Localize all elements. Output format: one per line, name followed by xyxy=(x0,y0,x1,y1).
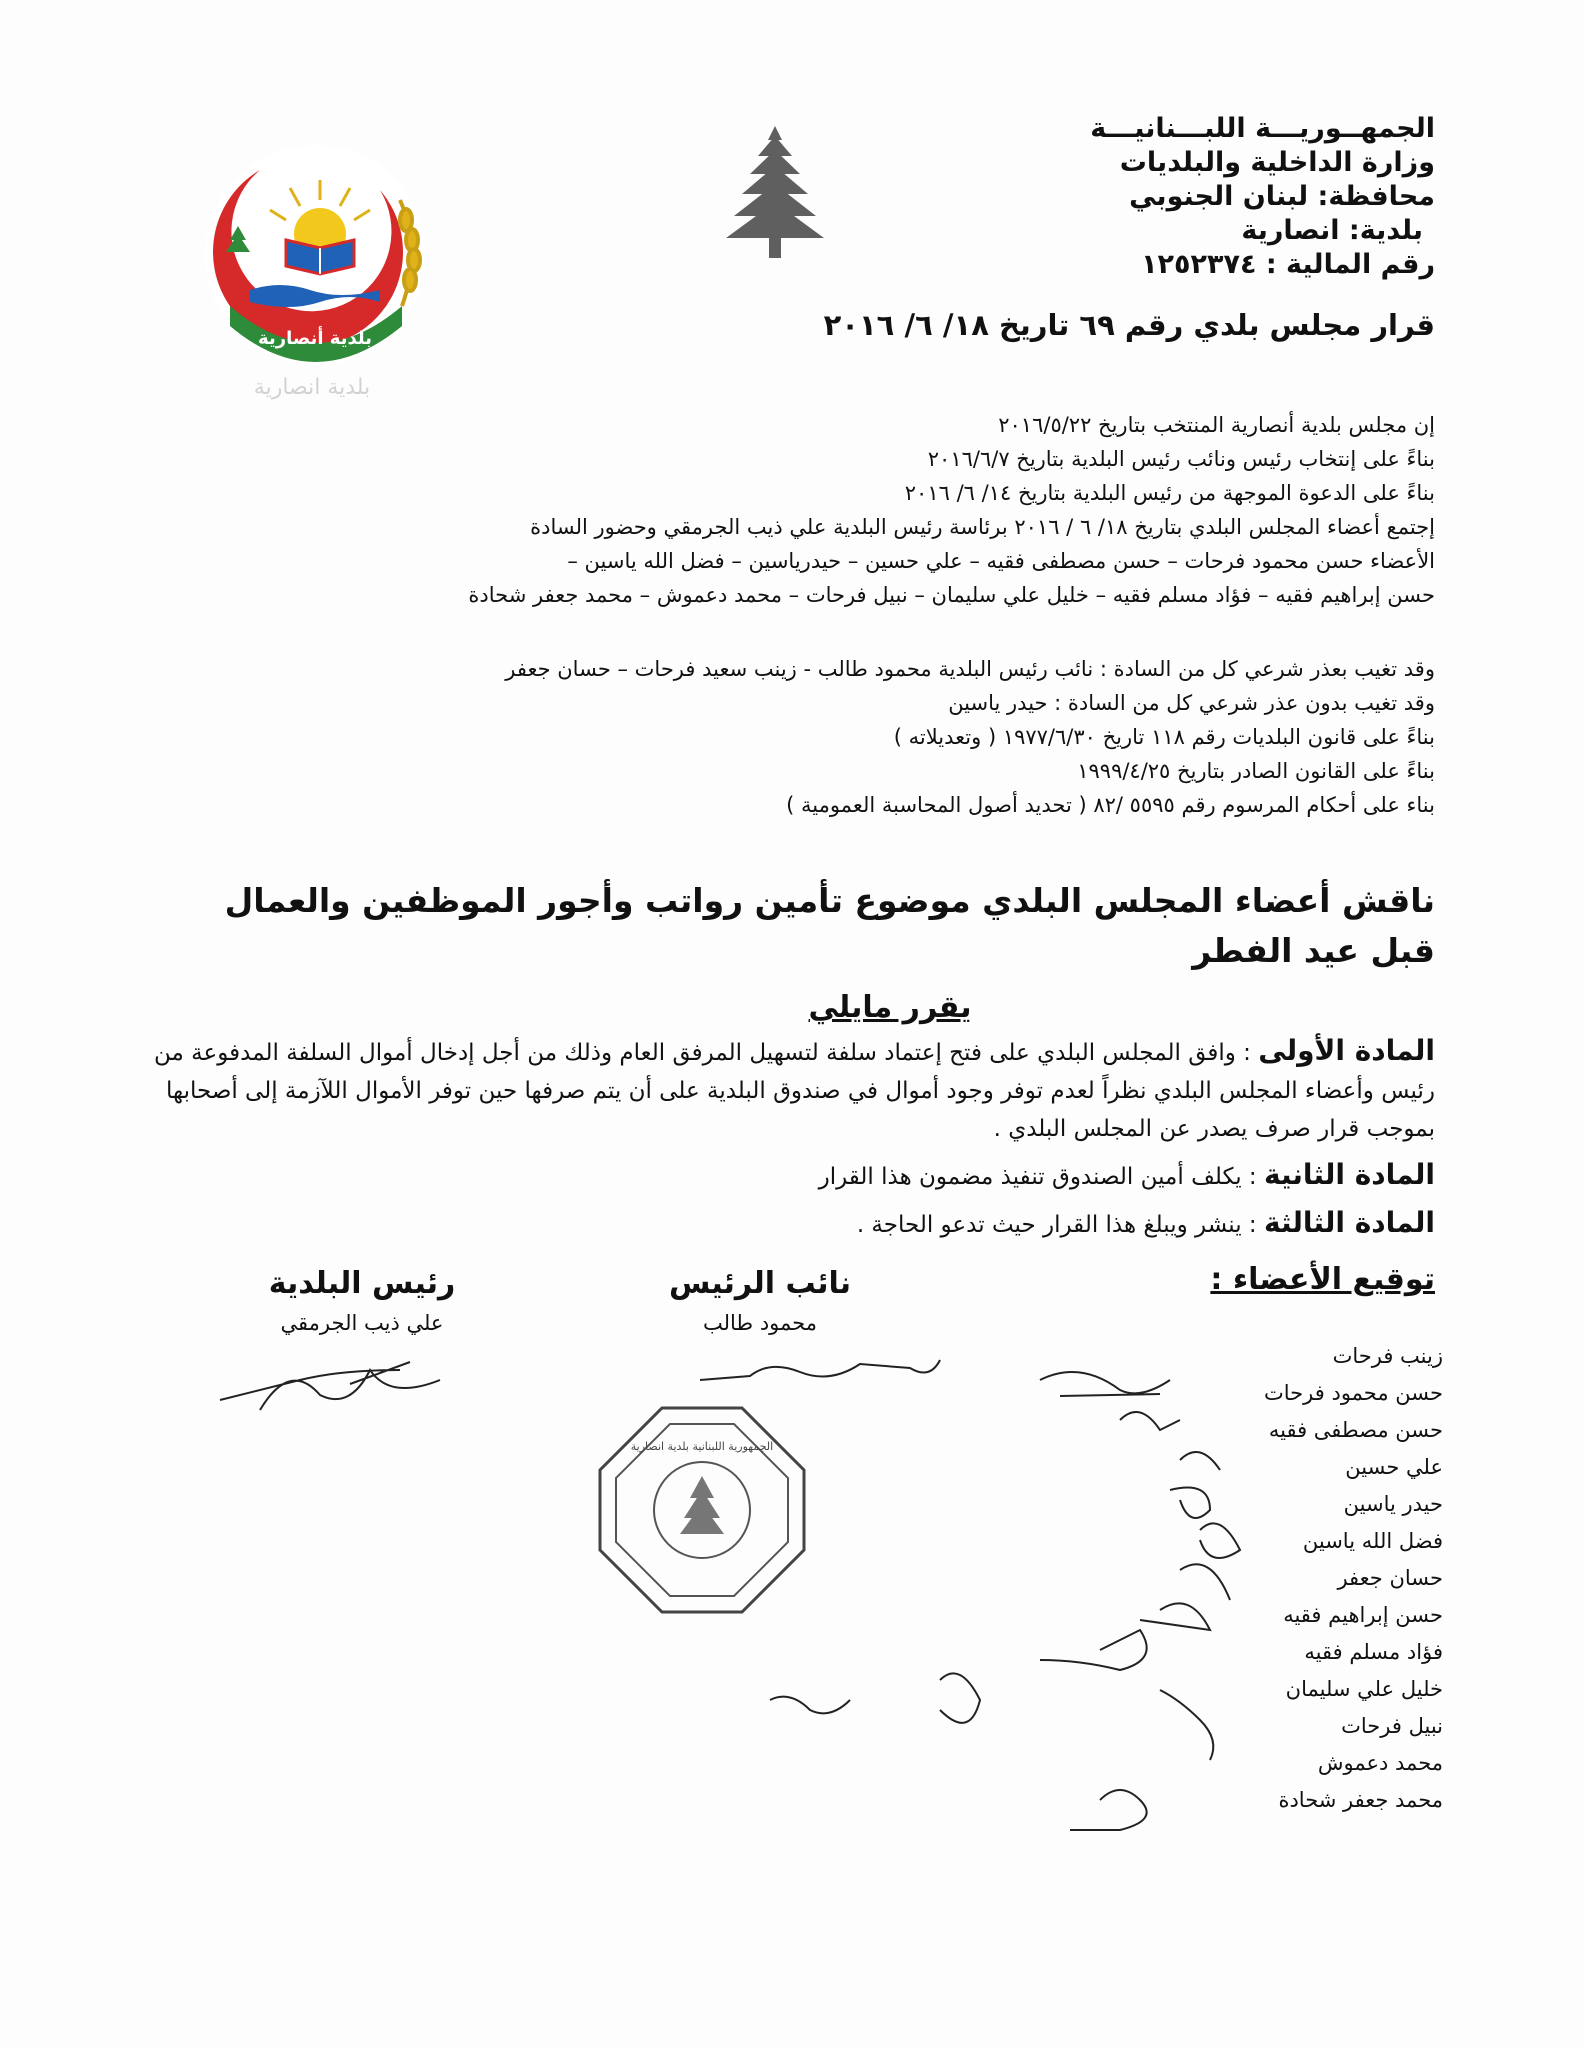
member-signatures xyxy=(740,1360,1320,1860)
article-3 xyxy=(145,1204,1435,1244)
letterhead xyxy=(875,112,1435,282)
president-signature-block xyxy=(262,1262,462,1340)
letterhead-ministry: وزارة الداخلية والبلديات xyxy=(1119,147,1435,178)
member-name: زينب فرحات xyxy=(1332,1344,1443,1368)
preamble-line: بناءً على إنتخاب رئيس ونائب رئيس البلدية بتاريخ ٢٠١٦/٦/٧ xyxy=(927,447,1435,471)
legal-basis-line: بناءً على القانون الصادر بتاريخ ١٩٩٩/٤/٢٥ xyxy=(1077,759,1435,783)
stamp-text: الجمهورية اللبنانية بلدية انصارية xyxy=(630,1440,774,1453)
letterhead-governorate: محافظة: لبنان الجنوبي xyxy=(1129,181,1435,212)
article-label: المادة الثالثة xyxy=(1263,1206,1435,1239)
president-title: رئيس البلدية xyxy=(268,1266,456,1301)
vice-president-title: نائب الرئيس xyxy=(668,1266,852,1301)
municipality-logo xyxy=(190,130,440,380)
faint-logo-text xyxy=(222,366,402,406)
preamble-line: إجتمع أعضاء المجلس البلدي بتاريخ ١٨/ ٦ / ٢٠١٦ برئاسة رئيس البلدية علي ذيب الجرمقي وحضور السادة xyxy=(530,515,1435,539)
article-label: المادة الثانية xyxy=(1263,1158,1435,1191)
preamble xyxy=(205,408,1435,612)
decides-heading: يقرر مايلي xyxy=(808,990,972,1025)
absence-and-legal-basis xyxy=(205,652,1435,822)
member-name: محمد دعموش xyxy=(1317,1751,1443,1775)
logo-faint-text: بلدية انصارية xyxy=(253,375,371,400)
member-name: فؤاد مسلم فقيه xyxy=(1304,1640,1443,1664)
preamble-line: إن مجلس بلدية أنصارية المنتخب بتاريخ ٢٠١٦/٥/٢٢ xyxy=(998,413,1435,437)
letterhead-republic: الجمهــوريـــة اللبـــنانيـــة xyxy=(1090,113,1435,144)
absence-line: وقد تغيب بعذر شرعي كل من السادة : نائب رئيس البلدية محمود طالب - زينب سعيد فرحات – حسان جعفر xyxy=(505,657,1435,681)
legal-basis-line: بناء على أحكام المرسوم رقم ٥٥٩٥ /٨٢ ( تحديد أصول المحاسبة العمومية ) xyxy=(786,793,1435,817)
member-name: حسن محمود فرحات xyxy=(1264,1381,1443,1405)
member-name: نبيل فرحات xyxy=(1341,1714,1443,1738)
article-text: : وافق المجلس البلدي على فتح إعتماد سلفة لتسهيل المرفق العام وذلك من أجل إدخال أموال السلفة المدفوعة من رئيس وأعضاء المجلس البلدي نظراً لعدم توفر وجود أموال في صندوق البلدية على أن يتم صرفها حين توفر الأموال اللآزمة إلى أصحابها بموجب قرار صرف يصدر عن المجلس البلدي . xyxy=(154,1040,1435,1142)
article-1 xyxy=(145,1032,1435,1148)
decision-title: قرار مجلس بلدي رقم ٦٩ تاريخ ١٨/ ٦/ ٢٠١٦ xyxy=(823,308,1435,342)
preamble-line: بناءً على الدعوة الموجهة من رئيس البلدية بتاريخ ١٤/ ٦/ ٢٠١٦ xyxy=(904,481,1435,505)
president-signature xyxy=(200,1340,460,1420)
members-signature-heading: توقيع الأعضاء : xyxy=(1210,1262,1435,1297)
cedar-emblem-icon xyxy=(720,122,830,262)
member-name: حسن إبراهيم فقيه xyxy=(1283,1603,1443,1627)
preamble-line: حسن إبراهيم فقيه – فؤاد مسلم فقيه – خليل علي سليمان – نبيل فرحات – محمد دعموش – محمد جعفر شحادة xyxy=(468,583,1435,607)
vice-president-name: محمود طالب xyxy=(703,1311,817,1335)
logo-text: بلدية أنصارية xyxy=(258,328,372,349)
articles xyxy=(145,1032,1435,1244)
vice-president-signature-block xyxy=(660,1262,860,1340)
legal-basis-line: بناءً على قانون البلديات رقم ١١٨ تاريخ ١٩٧٧/٦/٣٠ ( وتعديلاته ) xyxy=(893,725,1435,749)
letterhead-municipality: بلدية: انصارية xyxy=(1241,215,1423,246)
article-text: : يكلف أمين الصندوق تنفيذ مضمون هذا القرار xyxy=(818,1164,1257,1190)
member-name: محمد جعفر شحادة xyxy=(1278,1788,1443,1812)
member-name: علي حسين xyxy=(1345,1455,1443,1479)
member-name: فضل الله ياسين xyxy=(1302,1529,1443,1553)
president-name: علي ذيب الجرمقي xyxy=(280,1311,444,1335)
preamble-line: الأعضاء حسن محمود فرحات – حسن مصطفى فقيه – علي حسين – حيدرياسين – فضل الله ياسين – xyxy=(567,549,1435,573)
article-text: : ينشر ويبلغ هذا القرار حيث تدعو الحاجة . xyxy=(856,1212,1257,1238)
member-name: حسن مصطفى فقيه xyxy=(1268,1418,1443,1442)
letterhead-finance-number: رقم المالية : ١٢٥٢٣٧٤ xyxy=(1141,249,1435,280)
article-label: المادة الأولى xyxy=(1258,1034,1435,1067)
member-name: حسان جعفر xyxy=(1337,1566,1443,1590)
member-name: حيدر ياسين xyxy=(1343,1492,1443,1516)
absence-line: وقد تغيب بدون عذر شرعي كل من السادة : حيدر ياسين xyxy=(948,691,1435,715)
discussion-statement: ناقش أعضاء المجلس البلدي موضوع تأمين رواتب وأجور الموظفين والعمال قبل عيد الفطر xyxy=(224,881,1435,970)
member-name: خليل علي سليمان xyxy=(1285,1677,1443,1701)
article-2 xyxy=(145,1156,1435,1196)
